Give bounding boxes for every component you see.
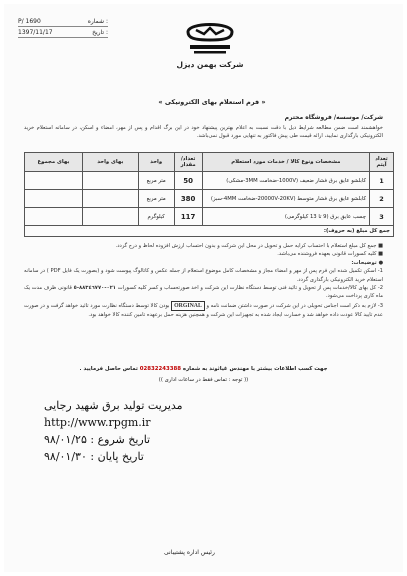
intro-text: خواهشمند است ضمن مطالعه شرایط ذیل با دقت نسبت به اعلام بهترین پیشنهاد خود در این برگ اقدام و پس از مهر، امضاء و اسکن، در سامانه استعلام خرید الکترونیکی بارگذاری نمایید، ارائه قیمت طی پیش فاکتور به تنهایی مورد قبول نمی‌باشد. xyxy=(24,125,383,139)
signature-title: رئیس اداره پشتیبانی xyxy=(164,549,215,556)
contact-prefix: جهت کسب اطلاعات بیشتر با مهندس غیاثوند به شماره xyxy=(182,366,328,372)
item-quantity: 50 xyxy=(174,172,202,190)
note-line-1: ■ جمع کل مبلغ استعلام با احتساب کرایه حمل و تحویل در محل این شرکت و بدون احتساب ارزش افزوده لحاظ و درج گردد. xyxy=(115,243,383,249)
item-unit-price[interactable] xyxy=(82,172,138,190)
contact-number: 02832243388 xyxy=(139,366,181,372)
handwritten-stamp xyxy=(44,397,244,465)
notes-section xyxy=(24,242,383,320)
items-table xyxy=(24,152,394,237)
item-unit: متر مربع xyxy=(138,190,174,208)
stamp-start xyxy=(44,431,244,448)
row-number: 3 xyxy=(370,208,394,226)
number-label: شماره : xyxy=(87,18,108,25)
start-date: ۹۸/۰۱/۲۵ xyxy=(44,433,87,446)
item-total-price[interactable] xyxy=(25,208,83,226)
table-header-row xyxy=(25,153,394,172)
original-badge: ORGINAL xyxy=(171,301,205,311)
note-item-1: 1- اسکن تکمیل شده این فرم پس از مهر و امضاء مجاز و مشخصات کامل موضوع استعلام از جمله عکس و کاتالوگ پیوست شود و (بصورت یک فایل PDF ) در سامانه استعلام خرید الکترونیکی بارگذاری گردد. xyxy=(24,268,383,283)
item-total-price[interactable] xyxy=(25,172,83,190)
date-row xyxy=(18,27,108,38)
addressee: شرکت/ موسسه/ فروشگاه محترم xyxy=(284,114,383,121)
item-description: کابلشو عایق برق فشار ضعیف (1000V-ضخامت 3MM-مشکی) xyxy=(202,172,369,190)
header-quantity: تعداد/ مقدار xyxy=(174,153,202,172)
date-label: تاریخ : xyxy=(92,29,108,36)
note-item-2-text: 2- کل بهای کالا/خدمات پس از تحویل و تائید فنی توسط دستگاه نظارت این شرکت و اخذ صورتحساب و کسر کلیه کسورات xyxy=(117,285,384,292)
document-meta xyxy=(18,16,108,38)
total-label: جمع کل مبلغ (به حروف): xyxy=(25,226,394,237)
item-description: چسب عایق برق (9 تا 13 کیلوگرمی) xyxy=(202,208,369,226)
header-unit-price: بهای واحد xyxy=(82,153,138,172)
company-logo xyxy=(170,18,250,69)
item-total-price[interactable] xyxy=(25,190,83,208)
document-page xyxy=(4,4,403,572)
item-quantity: 117 xyxy=(174,208,202,226)
end-label: تاریخ پایان : xyxy=(90,450,144,463)
stamp-url: http://www.rpgm.ir xyxy=(44,416,151,429)
stamp-org: مدیریت تولید برق شهید رجایی xyxy=(44,399,183,412)
contact-suffix: تماس حاصل فرمایید . xyxy=(79,366,138,372)
note-item-3 xyxy=(24,301,383,320)
row-number: 1 xyxy=(370,172,394,190)
form-title: « فرم استعلام بهای الکترونیکی » xyxy=(158,98,266,106)
item-quantity: 380 xyxy=(174,190,202,208)
note-item-3-text: 3- لازم به ذکر است اجناس تحویلی در این شرکت در صورت داشتن ضمانت نامه و xyxy=(206,302,384,309)
item-unit: کیلوگرم xyxy=(138,208,174,226)
note-line-2-text: کلیه کسورات قانونی بعهده فروشنده می‌باشد. xyxy=(277,251,377,258)
note-line-2: ■ کلیه کسورات قانونی بعهده فروشنده می‌باشد. xyxy=(277,251,383,258)
row-number: 2 xyxy=(370,190,394,208)
item-unit-price[interactable] xyxy=(82,190,138,208)
note-line-1-text: جمع کل مبلغ استعلام با احتساب کرایه حمل و تحویل در محل این شرکت و بدون احتساب ارزش افزوده لحاظ و درج گردد. xyxy=(115,243,377,249)
note-item-3-tail: بودن کالا توسط دستگاه نظارت مورد تائید خواهد گرفت و در صورت عدم تایید کالا عودت داده خواهد شد و خسارت ایجاد شده به تجهیزات این شرکت و همچنین هزینه حمل برعهده تامین کننده کالا خواهد بود. xyxy=(24,302,383,319)
header-row-count: تعداد آیتم xyxy=(370,153,394,172)
notes-heading-text: توضیحات: xyxy=(351,259,377,266)
number-row xyxy=(18,16,108,27)
table-row xyxy=(25,172,394,190)
bahman-logo-icon xyxy=(182,18,238,58)
phone-number: ٠٢١-٨٨٣٤٦٧٧٠-٥ xyxy=(73,285,116,292)
end-date: ۹۸/۰۱/۳۰ xyxy=(44,450,87,463)
item-unit: متر مربع xyxy=(138,172,174,190)
company-name: شرکت بهمن دیزل xyxy=(176,60,244,69)
item-unit-price[interactable] xyxy=(82,208,138,226)
notes-heading: ● توضیحات: xyxy=(351,259,383,266)
item-description: کابلشو عایق برق فشار متوسط (20000V-20KV-ضخامت 4MM-سبز) xyxy=(202,190,369,208)
total-row xyxy=(25,226,394,237)
note-item-2-tail: قانونی ظرف مدت یک ماه کاری پرداخت می‌شود. xyxy=(24,285,383,300)
stamp-end xyxy=(44,448,244,465)
number-value: P/ 1690 xyxy=(18,18,41,25)
table-row xyxy=(25,208,394,226)
office-hours-note: (( توجه : تماس فقط در ساعات اداری )) xyxy=(158,377,249,383)
contact-line xyxy=(24,366,383,372)
date-value: 1397/11/17 xyxy=(18,29,53,36)
header-unit: واحد xyxy=(138,153,174,172)
table-row xyxy=(25,190,394,208)
note-item-2 xyxy=(24,284,383,301)
start-label: تاریخ شروع : xyxy=(90,433,151,446)
header-total-price: بهای مجموع xyxy=(25,153,83,172)
header-description: مشخصات ونوع کالا / خدمات مورد استعلام xyxy=(202,153,369,172)
